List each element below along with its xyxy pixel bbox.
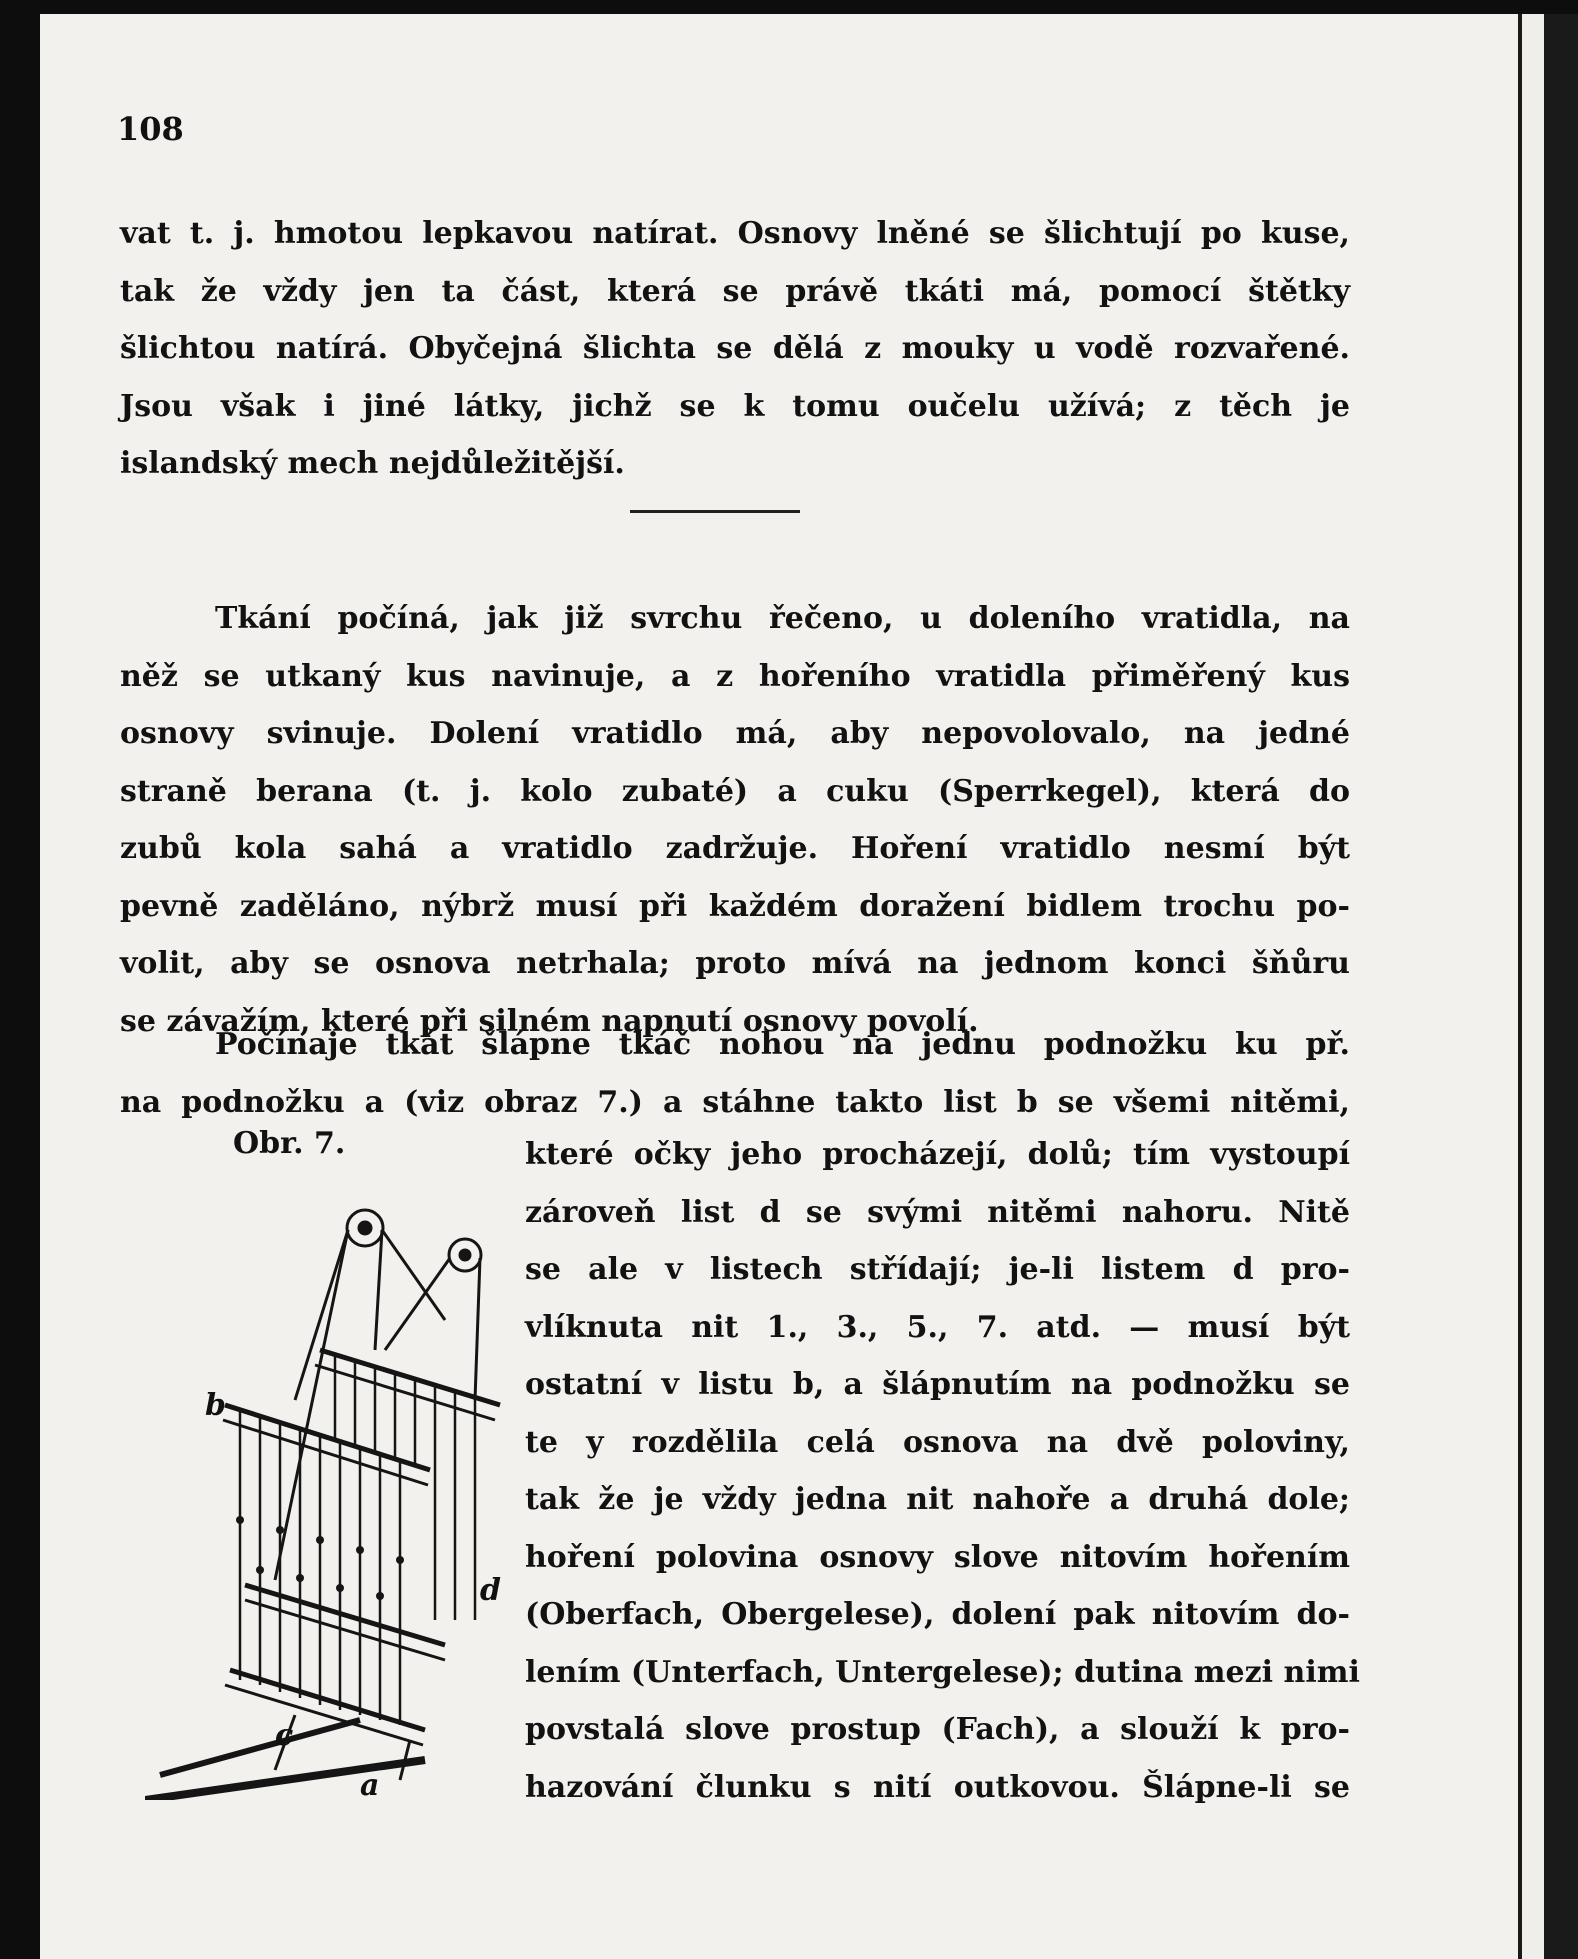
text-line: tak že vždy jen ta část, která se právě tkáti má, pomocí štětky [120,273,1350,309]
text-line: Počínaje tkát šlápne tkáč nohou na jednu podnožku ku př. [215,1027,1350,1062]
text-line: které očky jeho procházejí, dolů; tím vystoupí [525,1137,1350,1172]
text-line: pevně zaděláno, nýbrž musí při každém doražení bidlem trochu po- [120,888,1350,924]
figure-caption: Obr. 7. [233,1126,346,1161]
text-line: osnovy svinuje. Dolení vratidlo má, aby nepovolovalo, na jedné [120,716,1350,751]
text-line: islandský mech nejdůležitější. [120,446,625,481]
page-number: 108 [117,110,184,148]
text-line: volit, aby se osnova netrhala; proto mívá na jednom konci šňůru [120,946,1350,981]
paragraph-2 [120,590,1350,1050]
loom-heddle-illustration [145,1200,515,1800]
text-line: Tkání počíná, jak již svrchu řečeno, u doleního vratidla, na [215,601,1350,636]
text-line: něž se utkaný kus navinuje, a z hořeního vratidla přiměřený kus [120,658,1350,694]
figure-label-d: d [480,1573,501,1608]
text-line: se ale v listech střídají; je-li listem d pro- [525,1252,1350,1287]
figure-label-a: a [360,1768,380,1800]
text-line: hoření polovina osnovy slove nitovím hořením [525,1539,1350,1575]
text-line: vlíknuta nit 1., 3., 5., 7. atd. — musí být [525,1309,1350,1345]
text-line: hazování člunku s nití outkovou. Šlápne-li se [525,1769,1350,1805]
paragraph-3-side [525,1126,1360,1816]
text-line: Jsou však i jiné látky, jichž se k tomu oučelu užívá; z těch je [120,388,1350,424]
text-line: tak že je vždy jedna nit nahoře a druhá dole; [525,1482,1350,1517]
text-line: povstalá slove prostup (Fach), a slouží k pro- [525,1712,1350,1747]
text-line: vat t. j. hmotou lepkavou natírat. Osnovy lněné se šlichtují po kuse, [120,216,1350,251]
text-line: lením (Unterfach, Untergelese); dutina mezi nimi [525,1654,1360,1690]
text-line: zároveň list d se svými nitěmi nahoru. Nitě [525,1194,1350,1230]
text-line: na podnožku a (viz obraz 7.) a stáhne takto list b se všemi nitěmi, [120,1084,1350,1120]
section-divider [630,510,800,513]
scan-edge [1518,14,1578,1959]
paragraph-3 [120,1016,1350,1131]
text-line: ostatní v listu b, a šlápnutím na podnožku se [525,1367,1350,1402]
paragraph-1 [120,205,1350,493]
text-line: te y rozdělila celá osnova na dvě poloviny, [525,1424,1350,1460]
text-line: zubů kola sahá a vratidlo zadržuje. Hoření vratidlo nesmí být [120,831,1350,866]
text-line: (Oberfach, Obergelese), dolení pak nitovím do- [525,1597,1350,1632]
text-line: se závažím, které při silném napnutí osnovy povolí. [120,1003,979,1039]
text-line: šlichtou natírá. Obyčejná šlichta se dělá z mouky u vodě rozvařené. [120,331,1350,366]
text-line: straně berana (t. j. kolo zubaté) a cuku (Sperrkegel), která do [120,773,1350,809]
figure-label-b: b [205,1388,226,1423]
figure-label-c: c [275,1718,294,1753]
